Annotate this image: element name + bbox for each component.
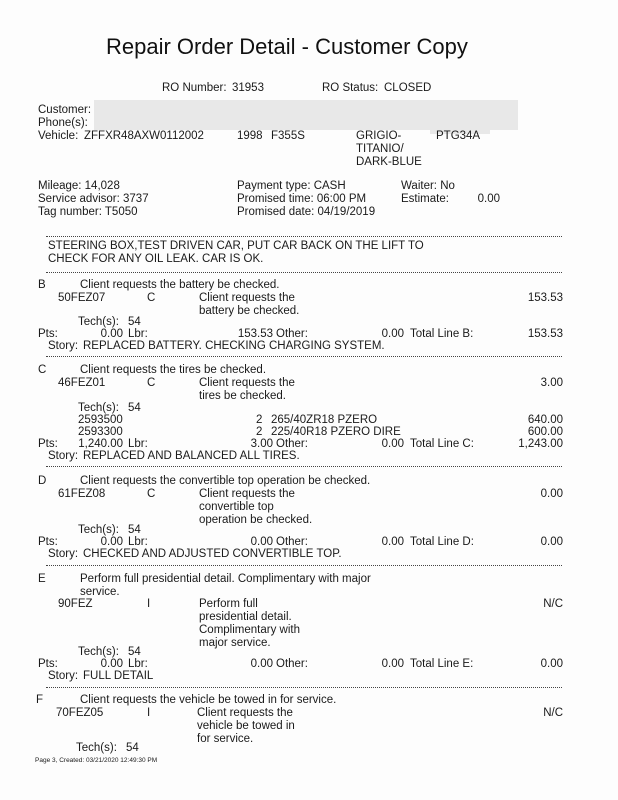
page-title: Repair Order Detail - Customer Copy: [106, 34, 468, 59]
op-amount: 0.00: [540, 488, 563, 500]
story-text: REPLACED AND BALANCED ALL TIRES.: [83, 450, 300, 462]
total-value: 153.53: [527, 328, 563, 340]
op-type: C: [147, 488, 156, 500]
part-amount: 600.00: [527, 426, 563, 438]
pts-label: Pts:: [38, 438, 58, 450]
tech-value: 54: [128, 316, 141, 328]
other-label: Other:: [276, 536, 308, 548]
separator: [46, 466, 562, 467]
promised-time: Promised time: 06:00 PM: [237, 193, 367, 205]
tech-value: 54: [128, 402, 141, 414]
total-value: 0.00: [540, 658, 563, 670]
redacted-customer-info: [94, 100, 518, 130]
pts-value: 0.00: [100, 328, 123, 340]
separator: [46, 565, 562, 566]
lbr-value: 153.53: [237, 328, 273, 340]
op-type: I: [147, 598, 151, 610]
line-request: Client requests the vehicle be towed in for service.: [80, 694, 337, 706]
op-desc: battery be checked.: [199, 305, 300, 317]
line-request: Client requests the tires be checked.: [80, 364, 267, 376]
vehicle-year: 1998: [237, 130, 263, 142]
ro-number: 31953: [232, 82, 264, 94]
vehicle-color: DARK-BLUE: [356, 156, 422, 168]
op-desc: Client requests the: [197, 707, 293, 719]
vehicle-vin: ZFFXR48AXW0112002: [84, 130, 204, 142]
line-request: Perform full presidential detail. Complimentary with major: [80, 573, 371, 585]
op-desc: convertible top: [199, 501, 274, 513]
pts-value: 0.00: [100, 536, 123, 548]
op-desc: presidential detail.: [199, 611, 292, 623]
note-line: STEERING BOX,TEST DRIVEN CAR, PUT CAR BACK ON THE LIFT TO: [48, 240, 424, 252]
promised-date: Promised date: 04/19/2019: [237, 206, 376, 218]
other-value: 0.00: [381, 536, 404, 548]
pts-value: 0.00: [100, 658, 123, 670]
op-code: 50FEZ07: [58, 292, 106, 304]
note-line: CHECK FOR ANY OIL LEAK. CAR IS OK.: [48, 253, 264, 265]
total-label: Total Line C:: [410, 438, 474, 450]
line-letter: B: [38, 279, 46, 291]
vehicle-color: GRIGIO-: [356, 130, 402, 142]
phone-label: Phone(s):: [38, 117, 88, 129]
tech-label: Tech(s):: [78, 316, 119, 328]
ro-status: CLOSED: [384, 82, 432, 94]
lbr-label: Lbr:: [128, 658, 148, 670]
op-type: I: [147, 707, 151, 719]
op-code: 70FEZ05: [56, 707, 104, 719]
op-amount: N/C: [543, 707, 563, 719]
op-desc: Client requests the: [199, 377, 295, 389]
op-type: C: [147, 292, 156, 304]
pts-label: Pts:: [38, 658, 58, 670]
op-code: 90FEZ: [58, 598, 93, 610]
other-label: Other:: [276, 658, 308, 670]
pts-label: Pts:: [38, 328, 58, 340]
other-value: 0.00: [381, 658, 404, 670]
page-footer: Page 3, Created: 03/21/2020 12:49:30 PM: [35, 757, 158, 764]
line-letter: C: [38, 364, 47, 376]
total-label: Total Line D:: [410, 536, 474, 548]
line-letter: E: [38, 573, 46, 585]
line-request: Client requests the battery be checked.: [80, 279, 280, 291]
estimate-value: 0.00: [477, 193, 500, 205]
line-request: Client requests the convertible top operation be checked.: [80, 475, 371, 487]
separator: [46, 356, 562, 357]
vehicle-label: Vehicle:: [38, 130, 79, 142]
story-text: FULL DETAIL: [83, 670, 154, 682]
op-code: 61FEZ08: [58, 488, 106, 500]
op-code: 46FEZ01: [58, 377, 106, 389]
separator: [46, 272, 562, 273]
lbr-label: Lbr:: [128, 438, 148, 450]
lbr-label: Lbr:: [128, 536, 148, 548]
total-value: 0.00: [540, 536, 563, 548]
op-amount: N/C: [543, 598, 563, 610]
tag-number: Tag number: T5050: [38, 206, 138, 218]
story-label: Story:: [48, 670, 79, 682]
op-desc: for service.: [197, 733, 254, 745]
op-desc: Client requests the: [199, 488, 295, 500]
service-advisor: Service advisor: 3737: [38, 193, 149, 205]
part-qty: 2: [256, 414, 263, 426]
op-desc: Complimentary with: [199, 624, 300, 636]
op-type: C: [147, 377, 156, 389]
waiter: Waiter: No: [401, 180, 455, 192]
op-amount: 153.53: [527, 292, 563, 304]
payment-type: Payment type: CASH: [237, 180, 346, 192]
pts-label: Pts:: [38, 536, 58, 548]
tech-label: Tech(s):: [78, 646, 119, 658]
tech-value: 54: [128, 646, 141, 658]
part-number: 2593300: [78, 426, 123, 438]
line-request: service.: [80, 586, 120, 598]
part-number: 2593500: [78, 414, 123, 426]
part-desc: 225/40R18 PZERO DIRE: [271, 426, 401, 438]
other-label: Other:: [276, 438, 308, 450]
tech-value: 54: [126, 742, 139, 754]
estimate-label: Estimate:: [401, 193, 449, 205]
tech-value: 54: [128, 524, 141, 536]
lbr-value: 0.00: [250, 536, 273, 548]
separator: [46, 236, 562, 237]
op-amount: 3.00: [540, 377, 563, 389]
line-letter: D: [38, 475, 47, 487]
lbr-value: 3.00: [250, 438, 273, 450]
vehicle-plate: PTG34A: [436, 130, 481, 142]
customer-label: Customer:: [38, 104, 92, 116]
total-value: 1,243.00: [518, 438, 563, 450]
part-desc: 265/40ZR18 PZERO: [271, 414, 378, 426]
vehicle-color: TITANIO/: [356, 143, 404, 155]
total-label: Total Line B:: [410, 328, 474, 340]
op-desc: vehicle be towed in: [197, 720, 295, 732]
story-text: REPLACED BATTERY. CHECKING CHARGING SYSTEM.: [83, 340, 385, 352]
part-amount: 640.00: [527, 414, 563, 426]
part-qty: 2: [256, 426, 263, 438]
op-desc: tires be checked.: [199, 390, 286, 402]
lbr-label: Lbr:: [128, 328, 148, 340]
pts-value: 1,240.00: [78, 438, 123, 450]
op-desc: Perform full: [199, 598, 258, 610]
other-label: Other:: [276, 328, 308, 340]
op-desc: major service.: [199, 637, 271, 649]
other-value: 0.00: [381, 438, 404, 450]
tech-label: Tech(s):: [76, 742, 117, 754]
separator: [46, 687, 562, 688]
story-label: Story:: [48, 340, 79, 352]
mileage: Mileage: 14,028: [38, 180, 120, 192]
ro-number-label: RO Number:: [162, 82, 227, 94]
story-label: Story:: [48, 450, 79, 462]
tech-label: Tech(s):: [78, 402, 119, 414]
line-letter: F: [36, 694, 44, 706]
op-desc: operation be checked.: [199, 514, 313, 526]
op-desc: Client requests the: [199, 292, 295, 304]
other-value: 0.00: [381, 328, 404, 340]
lbr-value: 0.00: [250, 658, 273, 670]
total-label: Total Line E:: [410, 658, 474, 670]
story-label: Story:: [48, 548, 79, 560]
tech-label: Tech(s):: [78, 524, 119, 536]
story-text: CHECKED AND ADJUSTED CONVERTIBLE TOP.: [83, 548, 342, 560]
vehicle-model: F355S: [271, 130, 305, 142]
ro-status-label: RO Status:: [322, 82, 379, 94]
